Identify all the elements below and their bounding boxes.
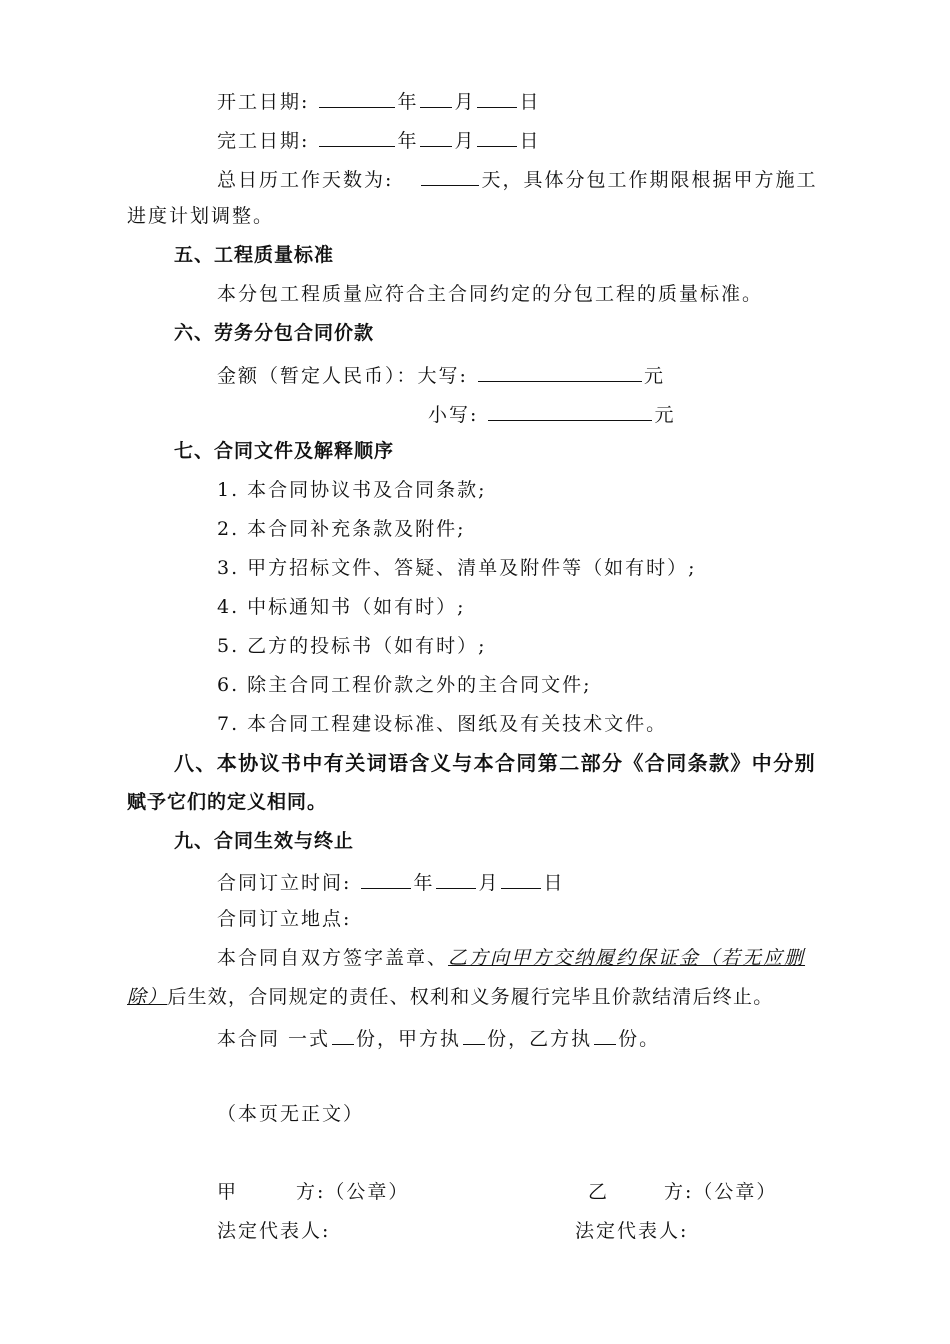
small-label: 小写:	[428, 404, 479, 426]
start-month-blank[interactable]	[420, 87, 452, 108]
copies-b-blank[interactable]	[594, 1024, 616, 1045]
effect-italic: 乙方向甲方交纳履约保证金（若无应删	[448, 947, 806, 969]
section6-heading: 六、劳务分包合同价款	[174, 322, 375, 344]
total-days-label: 总日历工作天数为:	[217, 169, 394, 191]
section5-body: 本分包工程质量应符合主合同约定的分包工程的质量标准。	[217, 283, 764, 305]
start-year-blank[interactable]	[319, 87, 395, 108]
end-day-blank[interactable]	[477, 126, 517, 147]
list-item: 1. 本合同协议书及合同条款;	[217, 479, 487, 501]
copies-pre: 本合同 一式	[217, 1028, 331, 1050]
sign-place-label: 合同订立地点:	[217, 908, 352, 930]
effect-post: 后生效，合同规定的责任、权利和义务履行完毕且价款结清后终止。	[167, 986, 774, 1008]
copies-line	[217, 1024, 660, 1051]
sign-year-blank[interactable]	[361, 868, 411, 889]
party-b-legal-rep: 法定代表人:	[575, 1220, 689, 1242]
party-b-seal: 方:（公章）	[664, 1181, 778, 1203]
sign-time-line	[217, 868, 565, 895]
section8-line2: 赋予它们的定义相同。	[127, 791, 328, 813]
total-days-cont: 进度计划调整。	[127, 205, 275, 227]
sign-time-label: 合同订立时间:	[217, 872, 352, 894]
start-day-blank[interactable]	[477, 87, 517, 108]
copies-post: 份。	[618, 1028, 661, 1050]
effect-line1	[217, 946, 805, 970]
day-label: 日	[519, 91, 541, 113]
list-item: 2. 本合同补充条款及附件;	[217, 518, 466, 540]
list-item: 5. 乙方的投标书（如有时）;	[217, 635, 487, 657]
year-label: 年	[413, 872, 435, 894]
sign-month-blank[interactable]	[436, 868, 476, 889]
month-label: 月	[454, 130, 476, 152]
start-date-label: 开工日期:	[217, 91, 310, 113]
year-label: 年	[397, 91, 419, 113]
day-label: 日	[519, 130, 541, 152]
section8-line1: 八、本协议书中有关词语含义与本合同第二部分《合同条款》中分别	[174, 751, 816, 775]
copies-a-blank[interactable]	[463, 1024, 485, 1045]
section5-heading: 五、工程质量标准	[174, 244, 335, 266]
no-body-note: （本页无正文）	[217, 1103, 365, 1125]
start-date-line	[217, 87, 541, 114]
effect-line2	[127, 985, 773, 1009]
section7-heading: 七、合同文件及解释顺序	[174, 440, 395, 462]
total-days-suffix: 天，具体分包工作期限根据甲方施工	[481, 169, 818, 191]
yuan-unit: 元	[643, 365, 665, 387]
amount-small-line	[428, 400, 675, 427]
total-days-blank[interactable]	[421, 165, 479, 186]
end-year-blank[interactable]	[319, 126, 395, 147]
amount-label: 金额（暂定人民币）：大写:	[217, 365, 468, 387]
list-item: 6. 除主合同工程价款之外的主合同文件;	[217, 674, 592, 696]
copies-mid1: 份，甲方执	[356, 1028, 462, 1050]
amount-capital-line	[217, 361, 665, 388]
end-month-blank[interactable]	[420, 126, 452, 147]
effect-italic2: 除）	[127, 986, 168, 1008]
yuan-unit: 元	[654, 404, 676, 426]
sign-day-blank[interactable]	[501, 868, 541, 889]
party-b-label: 乙	[588, 1181, 610, 1203]
list-item: 7. 本合同工程建设标准、图纸及有关技术文件。	[217, 713, 668, 735]
party-a-label: 甲	[217, 1181, 239, 1203]
end-date-label: 完工日期:	[217, 130, 310, 152]
amount-capital-blank[interactable]	[478, 361, 642, 382]
month-label: 月	[454, 91, 476, 113]
party-a-legal-rep: 法定代表人:	[217, 1220, 331, 1242]
list-item: 4. 中标通知书（如有时）;	[217, 596, 466, 618]
end-date-line	[217, 126, 541, 153]
year-label: 年	[397, 130, 419, 152]
day-label: 日	[543, 872, 565, 894]
copies-total-blank[interactable]	[332, 1024, 354, 1045]
amount-small-blank[interactable]	[488, 400, 652, 421]
month-label: 月	[478, 872, 500, 894]
list-item: 3. 甲方招标文件、答疑、清单及附件等（如有时）;	[217, 557, 697, 579]
party-a-seal: 方:（公章）	[296, 1181, 410, 1203]
total-days-line	[217, 165, 817, 192]
copies-mid2: 份，乙方执	[487, 1028, 593, 1050]
effect-pre: 本合同自双方签字盖章、	[217, 947, 449, 969]
section9-heading: 九、合同生效与终止	[174, 830, 355, 852]
